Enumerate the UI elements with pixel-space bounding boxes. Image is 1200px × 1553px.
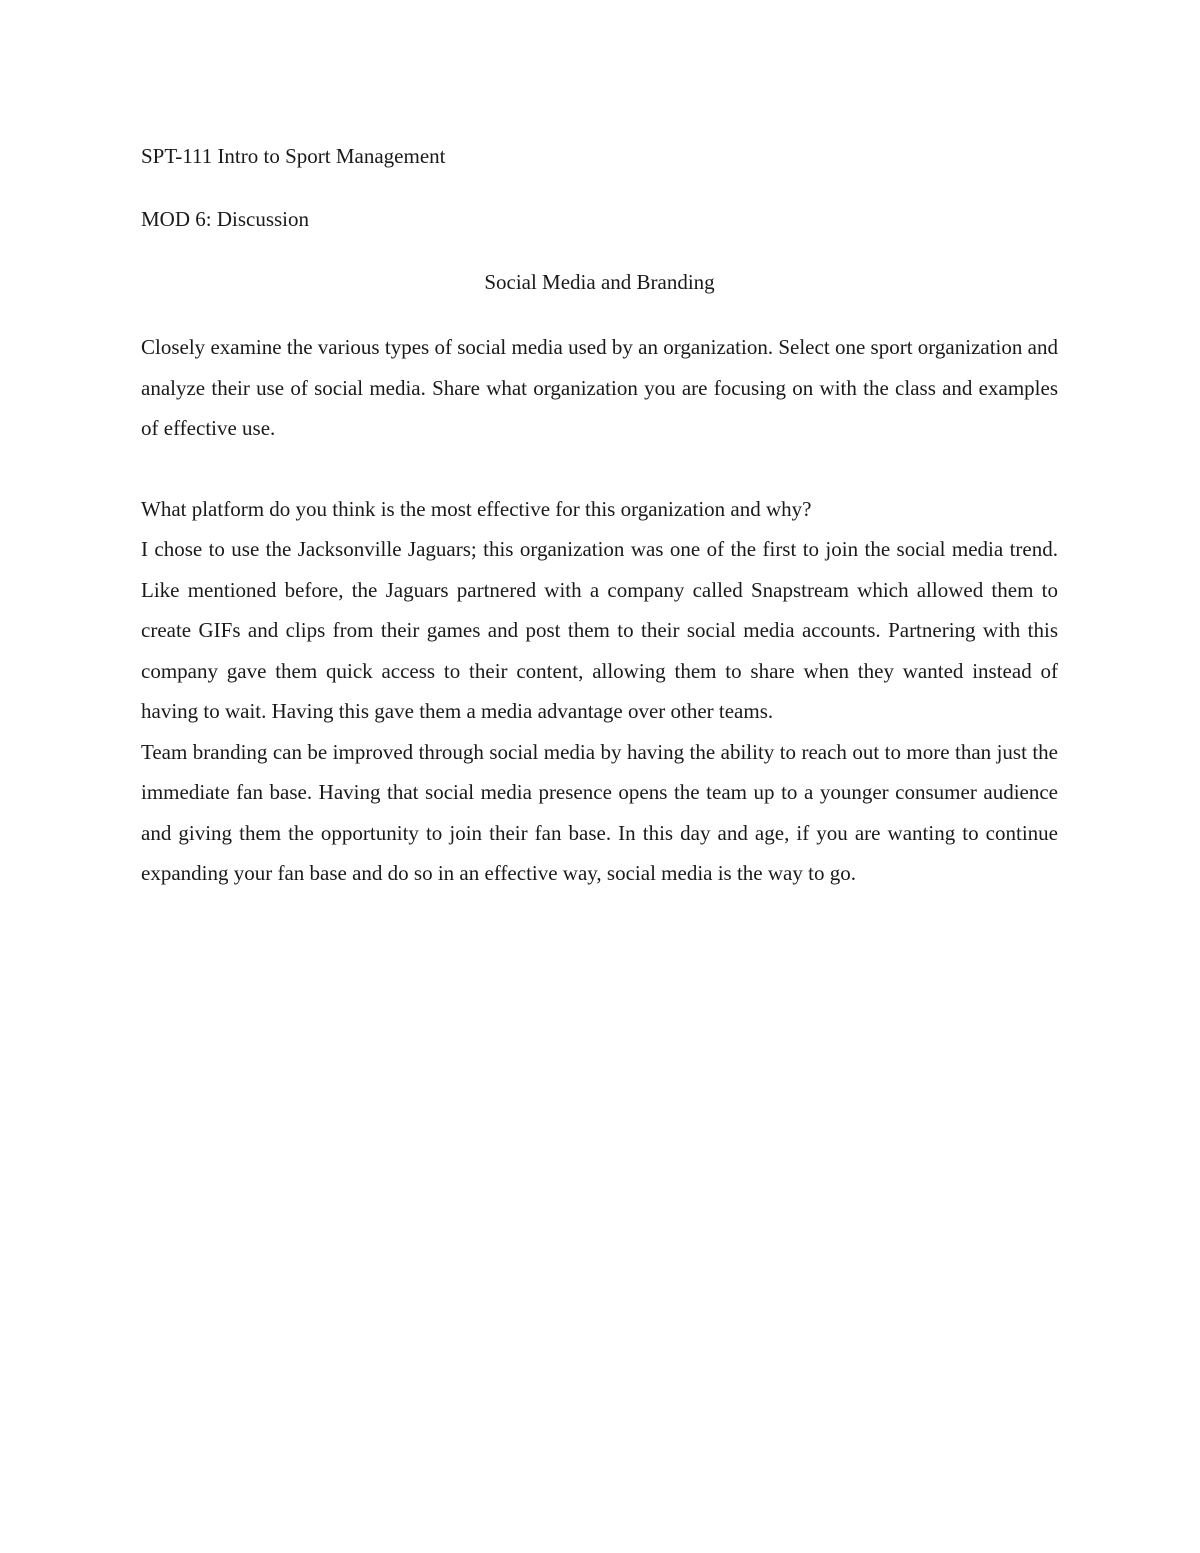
discussion-prompt: Closely examine the various types of social media used by an organization. Select one sport organization and analyze their use of social media. Share what organization you are focusing on with the class and examples of effective use. (141, 335, 1058, 440)
answer-paragraph-1: I chose to use the Jacksonville Jaguars; this organization was one of the first to join the social media trend. Like mentioned before, the Jaguars partnered with a company called Snapstream which allowed them to create GIFs and clips from their games and post them to their social media accounts. Partnering with this company gave them quick access to their content, allowing them to share when they wanted instead of having to wait. Having this gave them a media advantage over other teams. (141, 537, 1058, 723)
discussion-question: What platform do you think is the most effective for this organization and why? (141, 496, 812, 521)
module-heading: MOD 6: Discussion (141, 207, 310, 231)
course-heading: SPT-111 Intro to Sport Management (141, 144, 446, 168)
answer-paragraph-2: Team branding can be improved through social media by having the ability to reach out to more than just the immediate fan base. Having that social media presence opens the team up to a younger consumer audience and giving them the opportunity to join their fan base. In this day and age, if you are wanting to continue expanding your fan base and do so in an effective way, social media is the way to go. (141, 739, 1058, 885)
document-body (141, 138, 1058, 894)
document-title: Social Media and Branding (484, 270, 715, 294)
